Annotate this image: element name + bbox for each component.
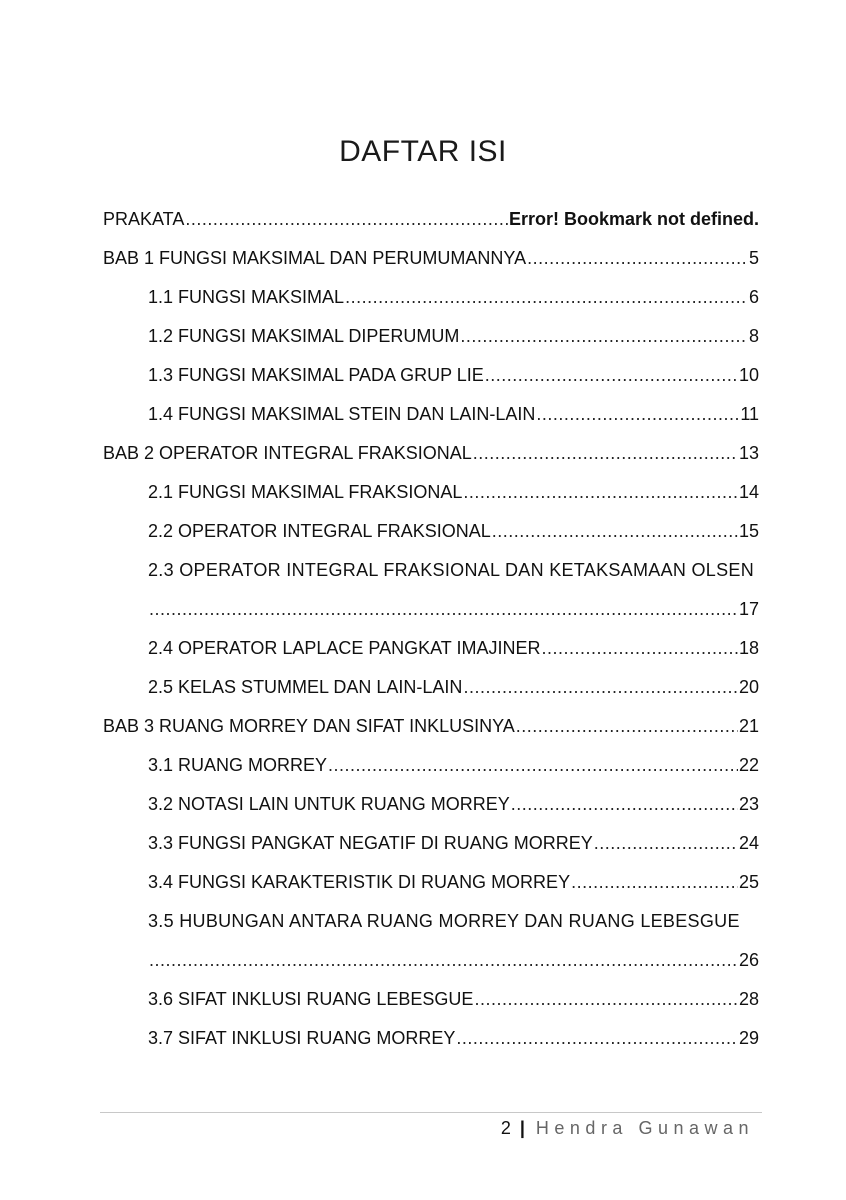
toc-leader-dots — [463, 473, 738, 512]
toc-entry-label: 1.4 FUNGSI MAKSIMAL STEIN DAN LAIN-LAIN — [148, 404, 536, 424]
toc-bookmark-error: Error! Bookmark not defined. — [508, 209, 759, 229]
footer-divider — [100, 1112, 762, 1113]
toc-leader-dots — [463, 668, 738, 707]
toc-entry-page: 23 — [738, 794, 759, 814]
toc-entry[interactable] — [103, 356, 759, 395]
toc-entry[interactable] — [103, 239, 759, 278]
toc-entry-page: 24 — [738, 833, 759, 853]
toc-entry-label: 3.5 HUBUNGAN ANTARA RUANG MORREY DAN RUANG LEBESGUE — [148, 911, 740, 931]
toc-leader-dots — [541, 629, 738, 668]
page-title: DAFTAR ISI — [339, 135, 507, 169]
toc-entry-page: 14 — [738, 482, 759, 502]
toc-entry[interactable] — [103, 434, 759, 473]
toc-entry-page: 22 — [738, 755, 759, 775]
toc-leader-dots — [492, 512, 738, 551]
toc-entry[interactable] — [103, 551, 759, 629]
toc-entry-label: 3.1 RUANG MORREY — [148, 755, 328, 775]
toc-entry-label: 3.4 FUNGSI KARAKTERISTIK DI RUANG MORREY — [148, 872, 571, 892]
toc-entry[interactable] — [103, 278, 759, 317]
toc-entry[interactable] — [103, 746, 759, 785]
toc-entry-label: 2.4 OPERATOR LAPLACE PANGKAT IMAJINER — [148, 638, 541, 658]
toc-entry-label: 1.1 FUNGSI MAKSIMAL — [148, 287, 345, 307]
toc-entry[interactable] — [103, 1019, 759, 1058]
toc-entry[interactable] — [103, 863, 759, 902]
toc-leader-dots — [516, 707, 738, 746]
toc-entry-page: 29 — [738, 1028, 759, 1048]
toc-entry-page: 21 — [738, 716, 759, 736]
toc-entry-page: 15 — [738, 521, 759, 541]
toc-leader-dots — [345, 278, 748, 317]
toc-entry[interactable] — [103, 902, 759, 980]
toc-entry-page: 11 — [740, 404, 759, 424]
toc-entry[interactable] — [103, 668, 759, 707]
toc-leader-dots — [185, 200, 508, 239]
toc-leader-dots — [571, 863, 738, 902]
toc-leader-dots — [473, 434, 738, 473]
toc-entry[interactable] — [103, 980, 759, 1019]
toc-entry[interactable] — [103, 785, 759, 824]
toc-entry-label: 3.3 FUNGSI PANGKAT NEGATIF DI RUANG MORREY — [148, 833, 593, 853]
toc-leader-dots — [511, 785, 738, 824]
toc-leader-dots — [456, 1019, 738, 1058]
toc-entry-page: 18 — [738, 638, 759, 658]
toc-entry-page: 13 — [738, 443, 759, 463]
page-footer — [501, 1118, 754, 1139]
toc-entry-page: 20 — [738, 677, 759, 697]
toc-entry[interactable] — [103, 629, 759, 668]
toc-entry-label: 3.7 SIFAT INKLUSI RUANG MORREY — [148, 1028, 456, 1048]
toc-entry[interactable] — [103, 707, 759, 746]
toc-entry-label: 3.2 NOTASI LAIN UNTUK RUANG MORREY — [148, 794, 510, 814]
footer-separator: | — [519, 1118, 525, 1138]
toc-entry-label: 2.2 OPERATOR INTEGRAL FRAKSIONAL — [148, 521, 491, 541]
toc-entry-label: 2.5 KELAS STUMMEL DAN LAIN-LAIN — [148, 677, 463, 697]
toc-entry-label: 1.3 FUNGSI MAKSIMAL PADA GRUP LIE — [148, 365, 484, 385]
toc-entry-label: BAB 1 FUNGSI MAKSIMAL DAN PERUMUMANNYA — [103, 248, 527, 268]
toc-leader-dots — [149, 941, 738, 980]
toc-leader-dots — [460, 317, 748, 356]
toc-leader-dots — [536, 395, 739, 434]
toc-entry-page: 5 — [748, 248, 759, 268]
toc-entry-page: 28 — [738, 989, 759, 1009]
toc-entry[interactable] — [103, 473, 759, 512]
toc-entry[interactable] — [103, 824, 759, 863]
toc-entry-label: BAB 3 RUANG MORREY DAN SIFAT INKLUSINYA — [103, 716, 515, 736]
toc-entry-label: PRAKATA — [103, 209, 185, 229]
toc-entry[interactable] — [103, 200, 759, 239]
toc-leader-dots — [149, 590, 738, 629]
footer-author: Hendra Gunawan — [535, 1118, 754, 1138]
toc-entry[interactable] — [103, 512, 759, 551]
footer-page-number: 2 — [500, 1118, 511, 1138]
toc-entry-label: 2.1 FUNGSI MAKSIMAL FRAKSIONAL — [148, 482, 463, 502]
toc-leader-dots — [328, 746, 738, 785]
toc-entry-page: 8 — [748, 326, 759, 346]
toc-leader-dots — [474, 980, 738, 1019]
toc-leader-dots — [485, 356, 738, 395]
toc-entry-page: 17 — [738, 599, 759, 619]
toc-entry[interactable] — [103, 395, 759, 434]
toc-entry-page: 26 — [738, 950, 759, 970]
table-of-contents — [103, 200, 759, 1058]
toc-entry-page: 25 — [738, 872, 759, 892]
toc-entry-label: 3.6 SIFAT INKLUSI RUANG LEBESGUE — [148, 989, 474, 1009]
toc-entry-page: 10 — [738, 365, 759, 385]
toc-entry[interactable] — [103, 317, 759, 356]
toc-leader-dots — [594, 824, 738, 863]
toc-leader-dots — [527, 239, 748, 278]
toc-entry-label: BAB 2 OPERATOR INTEGRAL FRAKSIONAL — [103, 443, 472, 463]
toc-entry-page: 6 — [748, 287, 759, 307]
toc-entry-label: 2.3 OPERATOR INTEGRAL FRAKSIONAL DAN KETAKSAMAAN OLSEN — [148, 560, 755, 580]
toc-entry-label: 1.2 FUNGSI MAKSIMAL DIPERUMUM — [148, 326, 460, 346]
